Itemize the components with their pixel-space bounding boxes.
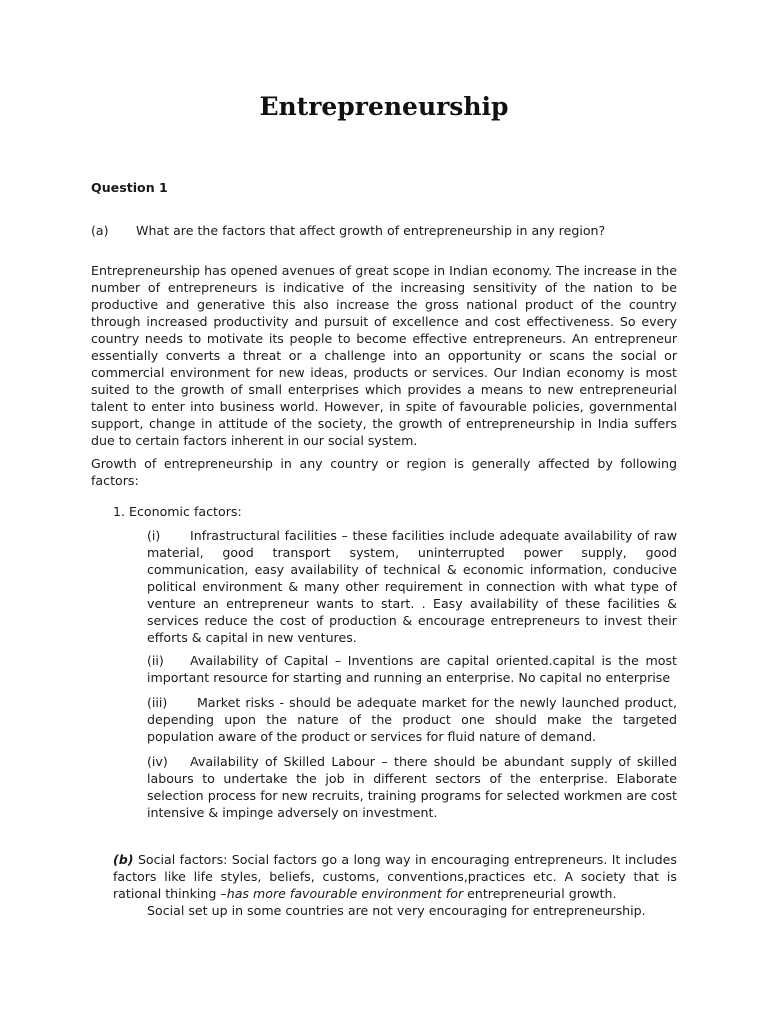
economic-factor-item (147, 753, 677, 821)
question-a (91, 222, 691, 239)
item-text: Availability of Capital – Inventions are capital oriented.capital is the most important resource for starting and running an enterprise. No capital no enterprise (147, 653, 677, 685)
social-factors-continuation: Social set up in some countries are not very encouraging for entrepreneurship. (147, 903, 646, 918)
item-label: (i) (147, 528, 161, 543)
social-factors-paragraph (113, 851, 677, 919)
item-label: (ii) (147, 653, 164, 668)
item-text: Infrastructural facilities – these facilities include adequate availability of raw material, good transport system, uninterrupted power supply, good communication, easy availability of technical & economic information, conducive political environment & many other requirement in connection with what type of venture an entrepreneur wants to start. . Easy availability of these facilities & services reduce the cost of production & encourage entrepreneurs to invest their efforts & capital in new ventures. (147, 528, 677, 645)
economic-factor-item (147, 527, 677, 646)
item-text: Availability of Skilled Labour – there should be abundant supply of skilled labours to undertake the job in different sectors of the enterprise. Elaborate selection process for new recruits, training programs for selected workmen are cost intensive & impinge adversely on investment. (147, 754, 677, 820)
document-title: Entrepreneurship (259, 92, 509, 121)
economic-factor-item (147, 652, 677, 686)
economic-factor-item (147, 694, 677, 745)
intro-paragraph: Entrepreneurship has opened avenues of great scope in Indian economy. The increase in the number of entrepreneurs is indicative of the increasing sensitivity of the nation to be productive and generative this also increase the gross national product of the country through increased productivity and pursuit of excellence and cost effectiveness. So every country needs to motivate its people to become effective entrepreneurs. An entrepreneur essentially converts a threat or a challenge into an opportunity or scans the social or commercial environment for new ideas, products or services. Our Indian economy is most suited to the growth of small enterprises which provides a means to new entrepreneurial talent to enter into business world. However, in spite of favourable policies, governmental support, change in attitude of the society, the growth of entrepreneurship in India suffers due to certain factors inherent in our social system. (91, 263, 677, 448)
economic-factors-heading: 1. Economic factors: (113, 504, 242, 519)
social-factors-text: Social factors: Social factors go a long way in encouraging entrepreneurs. It includes factors like life styles, beliefs, customs, conventions,practices etc. A society that is rational thinking (113, 852, 677, 901)
social-factors-label: (b) (113, 852, 134, 867)
question-heading: Question 1 (91, 180, 168, 195)
question-a-text: What are the factors that affect growth of entrepreneurship in any region? (136, 223, 606, 238)
item-text: Market risks - should be adequate market for the newly launched product, depending upon the nature of the product one should make the targeted population aware of the product or services for fluid nature of demand. (147, 695, 677, 744)
factors-intro-paragraph: Growth of entrepreneurship in any country or region is generally affected by following factors: (91, 456, 677, 488)
social-factors-italic: –has more favourable environment for (220, 886, 464, 901)
social-factors-text-end: entrepreneurial growth. (463, 886, 617, 901)
item-label: (iv) (147, 754, 168, 769)
question-a-label: (a) (91, 223, 109, 238)
item-label: (iii) (147, 695, 168, 710)
